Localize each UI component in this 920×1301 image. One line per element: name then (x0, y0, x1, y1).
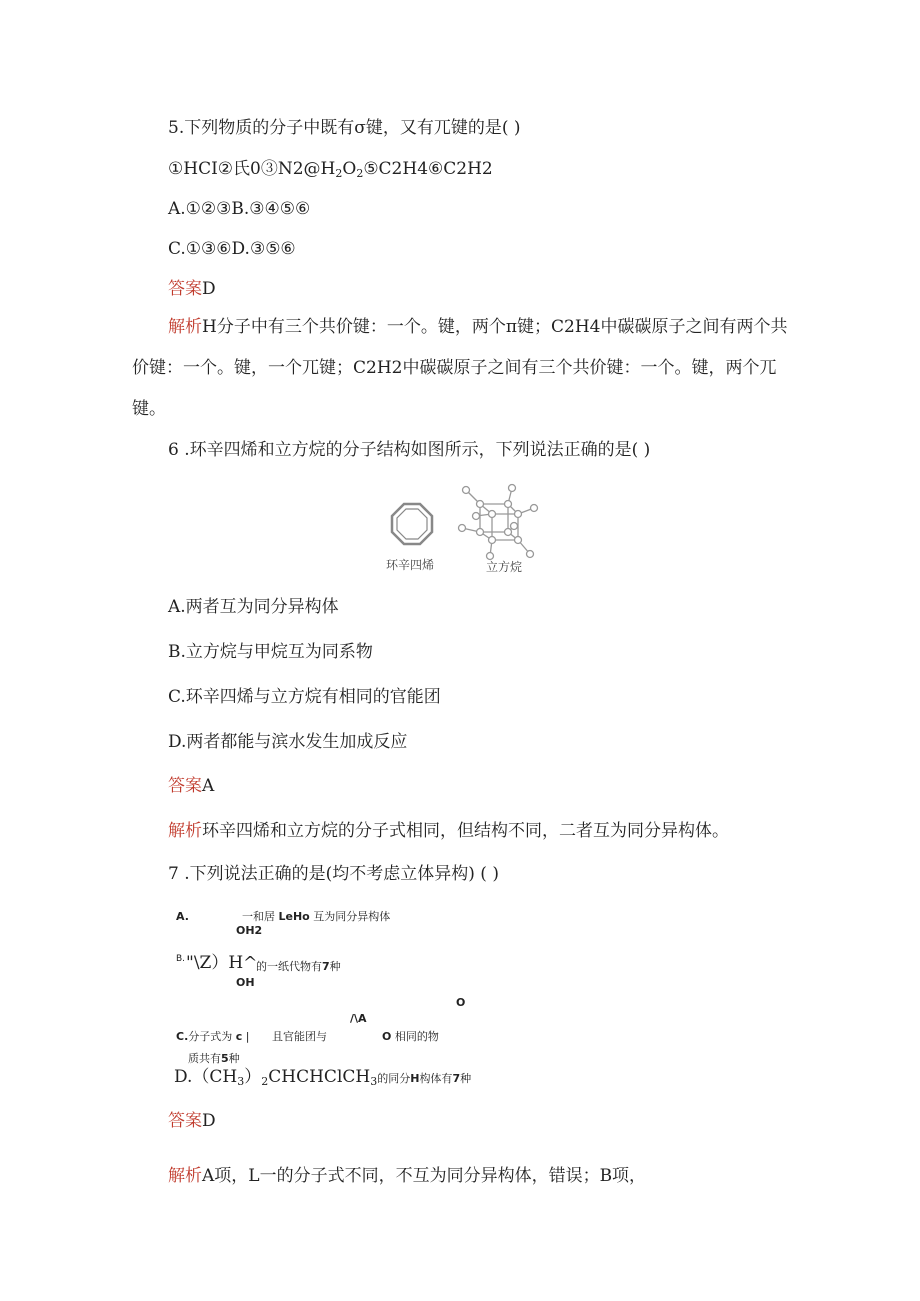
answer-label: 答案 (168, 776, 202, 796)
q7-c-num: 5 (221, 1052, 229, 1065)
q7-c-label: C. (176, 1030, 189, 1043)
q7-b-num: 7 (322, 960, 330, 973)
q7-answer (168, 1110, 216, 1132)
cubane-label: 立方烷 (486, 560, 523, 574)
q7-option-a-label: A. (176, 910, 189, 923)
q7-d-text-pre: 的同分 (377, 1072, 411, 1085)
q7-option-b-label: B. (176, 954, 186, 964)
q7-d-pre: D.（CH (174, 1067, 238, 1087)
q5-stem: 5.下列物质的分子中既有σ键，又有兀键的是( ) (168, 118, 521, 138)
q7-c-cont-pre: 质共有 (188, 1052, 221, 1065)
q7-d-num: 7 (452, 1072, 461, 1085)
q7-c-pre: 分子式为 (188, 1030, 233, 1043)
q7-d-sub2: 2 (261, 1075, 269, 1088)
answer-value: D (202, 279, 216, 299)
q5-items-post: ⑤C2H4⑥C2H2 (363, 159, 493, 179)
q7-d-text-mid: 构体有 (419, 1072, 453, 1085)
q5-items-pre: ①HCI②氏0③N2@H (168, 159, 336, 179)
q7-option-b-main: "\Z）H^ (186, 953, 258, 973)
q7-d-text (377, 1072, 471, 1085)
answer-label: 答案 (168, 279, 202, 299)
q7-option-c-text-post (382, 1028, 439, 1044)
q6-option-b: B.立方烷与甲烷互为同系物 (168, 642, 373, 662)
q7-d-main: CHCHClCH (268, 1067, 371, 1087)
q7-option-c-o-top: O (456, 996, 466, 1009)
q7-d-h: H (410, 1072, 420, 1085)
q7-d-text-post: 种 (460, 1072, 472, 1085)
q7-option-b-oh: OH (236, 976, 255, 989)
q6-option-d: D.两者都能与滨水发生加成反应 (168, 732, 408, 752)
q7-a-bold: LeHo (278, 910, 310, 923)
q7-c-cont-post: 种 (228, 1052, 240, 1065)
q7-a-pre: 一和居 (242, 910, 279, 923)
q7-a-post: 互为同分异构体 (309, 910, 391, 923)
q7-option-a-text (242, 908, 390, 924)
q6-option-c: C.环辛四烯与立方烷有相同的官能团 (168, 687, 441, 707)
q5-options-cd: C.①③⑥D.③⑤⑥ (168, 239, 296, 259)
q7-d-mid: ） (244, 1067, 262, 1087)
answer-label: 答案 (168, 1111, 202, 1131)
analysis-text: H分子中有三个共价键：一个。键，两个π键；C2H4中碳碳原子之间有两个共价键：一个。键，一个兀键；C2H2中碳碳原子之间有三个共价键：一个。键，两个兀键。 (132, 317, 788, 419)
analysis-text: 环辛四烯和立方烷的分子式相同，但结构不同，二者互为同分异构体。 (202, 821, 729, 841)
answer-value: A (202, 776, 215, 796)
q6-option-a: A.两者互为同分异构体 (168, 597, 339, 617)
q7-option-c-text (176, 1028, 250, 1044)
q5-analysis (132, 307, 792, 430)
q7-b-post: 种 (329, 960, 341, 973)
q7-c-post: 相同的物 (394, 1030, 439, 1043)
q7-c-o: O (382, 1030, 392, 1043)
molecule-figure (380, 480, 560, 575)
q5-items-sub1: 2 (335, 167, 343, 180)
cubane-structure (459, 485, 538, 560)
analysis-label: 解析 (168, 317, 202, 337)
q7-c-bold: c (235, 1030, 243, 1043)
q5-answer (168, 278, 216, 300)
q5-options-ab: A.①②③B.③④⑤⑥ (168, 199, 311, 219)
q7-d-sub1: 3 (237, 1075, 245, 1088)
q5-items-mid: O (342, 159, 357, 179)
q7-option-b-text (256, 958, 341, 974)
q7-option-d (174, 1066, 471, 1093)
answer-value: D (202, 1111, 216, 1131)
analysis-label: 解析 (168, 1166, 202, 1186)
cyclooctatetraene-label: 环辛四烯 (386, 558, 435, 572)
q5-items-sub2: 2 (356, 167, 364, 180)
analysis-label: 解析 (168, 821, 202, 841)
q6-stem: 6 .环辛四烯和立方烷的分子结构如图所示，下列说法正确的是( ) (168, 440, 651, 460)
q7-d-sub3: 3 (370, 1075, 378, 1088)
q7-c-bar: | (245, 1030, 250, 1043)
q7-option-c-text-mid: 且官能团与 (272, 1030, 327, 1043)
q7-option-c-structure: /\A (350, 1012, 367, 1025)
q7-b-pre: 的一纸代物有 (256, 960, 322, 973)
q6-analysis (168, 820, 729, 842)
q5-items (168, 158, 493, 185)
q6-answer (168, 775, 214, 797)
analysis-text: A项，L一的分子式不同，不互为同分异构体，错误；B项， (202, 1166, 647, 1186)
q7-option-a-oh2: OH2 (236, 924, 263, 937)
q7-analysis (168, 1165, 646, 1187)
q7-stem: 7 .下列说法正确的是(均不考虑立体异构) ( ) (168, 864, 499, 884)
q7-option-c-text-cont (188, 1050, 240, 1066)
cyclooctatetraene-structure (392, 504, 432, 544)
